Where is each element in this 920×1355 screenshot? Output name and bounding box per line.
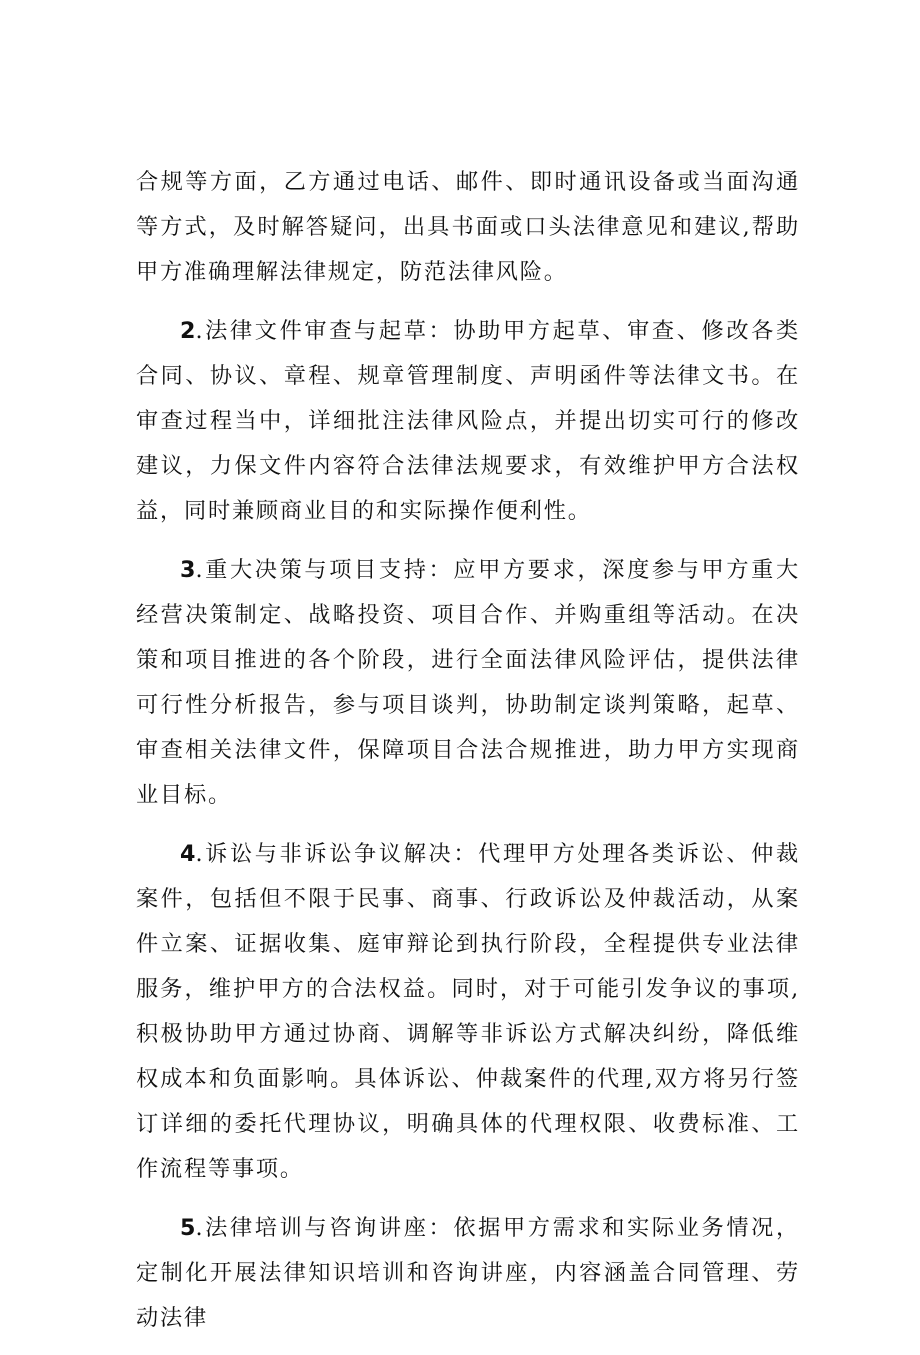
paragraph-1-text: 合规等方面，乙方通过电话、邮件、即时通讯设备或当面沟通等方式，及时解答疑问，出具书面或口头法律意见和建议,帮助甲方准确理解法律规定，防范法律风险。 [136, 169, 800, 285]
paragraph-1-continued [136, 160, 800, 295]
paragraph-3-decision-support [136, 548, 800, 818]
paragraph-4-text: .诉讼与非诉讼争议解决：代理甲方处理各类诉讼、仲裁案件，包括但不限于民事、商事、行政诉讼及仲裁活动，从案件立案、证据收集、庭审辩论到执行阶段，全程提供专业法律服务，维护甲方的合法权益。同时，对于可能引发争议的事项,积极协助甲方通过协商、调解等非诉讼方式解决纠纷，降低维权成本和负面影响。具体诉讼、仲裁案件的代理,双方将另行签订详细的委托代理协议，明确具体的代理权限、收费标准、工作流程等事项。 [136, 841, 800, 1182]
paragraph-5-text: .法律培训与咨询讲座：依据甲方需求和实际业务情况，定制化开展法律知识培训和咨询讲座，内容涵盖合同管理、劳动法律 [136, 1215, 800, 1331]
paragraph-3-number: 3 [180, 557, 196, 583]
paragraph-2-document-review [136, 309, 800, 534]
paragraph-2-text: .法律文件审查与起草：协助甲方起草、审查、修改各类合同、协议、章程、规章管理制度、声明函件等法律文书。在审查过程当中，详细批注法律风险点，并提出切实可行的修改建议，力保文件内容符合法律法规要求，有效维护甲方合法权益，同时兼顾商业目的和实际操作便利性。 [136, 318, 800, 524]
paragraph-5-number: 5 [180, 1215, 196, 1241]
paragraph-4-dispute-resolution [136, 832, 800, 1192]
paragraph-4-number: 4 [180, 841, 196, 867]
paragraph-5-legal-training [136, 1206, 800, 1341]
document-body [136, 160, 800, 1355]
paragraph-2-number: 2 [180, 318, 196, 344]
paragraph-3-text: .重大决策与项目支持：应甲方要求，深度参与甲方重大经营决策制定、战略投资、项目合作、并购重组等活动。在决策和项目推进的各个阶段，进行全面法律风险评估，提供法律可行性分析报告，参与项目谈判，协助制定谈判策略，起草、审查相关法律文件，保障项目合法合规推进，助力甲方实现商业目标。 [136, 557, 800, 808]
